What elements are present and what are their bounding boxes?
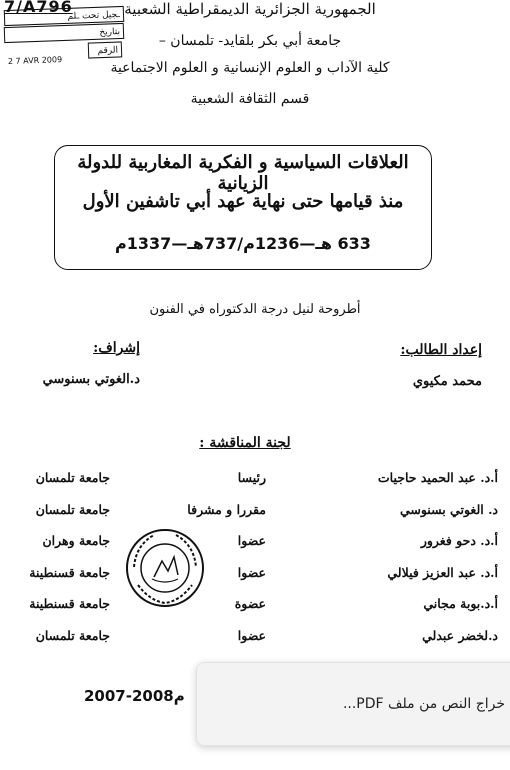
university-seal-icon [124, 527, 206, 609]
member-university: جامعة تلمسان [35, 502, 110, 517]
academic-year: 2007-2008م [84, 687, 185, 705]
header-faculty: كلية الآداب و العلوم الإنسانية و العلوم الاجتماعية [110, 60, 390, 76]
student-name: محمد مكيوي [412, 374, 482, 389]
stamp-date-label: بتاريخ [99, 27, 121, 38]
title-line: منذ قيامها حتى نهاية عهد أبي تاشفين الأول [82, 191, 404, 212]
member-university: جامعة تلمسان [35, 470, 110, 485]
student-label: إعداد الطالب: [400, 342, 482, 358]
committee-row [10, 628, 498, 652]
supervisor-label: إشراف: [93, 340, 140, 356]
committee-row [10, 502, 498, 526]
member-name: أ.د. دحو فغرور [420, 533, 498, 548]
member-name: أ.د. عبد العزيز فيلالي [387, 565, 498, 580]
member-role: عضوا [237, 628, 266, 643]
member-role: عضوا [237, 565, 266, 580]
member-university: جامعة تلمسان [35, 628, 110, 643]
title-box [54, 145, 432, 270]
committee-row [10, 596, 498, 620]
stamp-row: الرقم [88, 41, 123, 58]
supervisor-name: د.الغوتي بسنوسي [42, 372, 140, 387]
stamp-date: 2 7 AVR 2009 [7, 55, 63, 66]
stamp-row: ـجيل تحت ـلم [4, 6, 124, 26]
member-university: جامعة وهران [42, 533, 110, 548]
title-dates: 633 هـ—1236م/737هـ—1337م [115, 234, 371, 253]
toast-message: خراج النص من ملف PDF... [342, 696, 505, 712]
member-role: عضوة [234, 596, 266, 611]
stamp-number: 7/A796 [4, 0, 73, 16]
member-name: د. الغوتي بسنوسي [399, 502, 498, 517]
committee-row [10, 565, 498, 589]
thesis-statement: أطروحة لنيل درجة الدكتوراه في الفنون [149, 302, 361, 317]
member-name: أ.د.بوبة مجاني [423, 596, 498, 611]
header-university: جامعة أبي بكر بلقايد- تلمسان – [158, 33, 342, 49]
committee-title: لجنة المناقشة : [199, 435, 291, 451]
member-name: د.لخضر عبدلي [422, 628, 498, 643]
member-university: جامعة قسنطينة [29, 565, 110, 580]
member-university: جامعة قسنطينة [29, 596, 110, 611]
committee-row [10, 533, 498, 557]
header-department: قسم الثقافة الشعبية [190, 91, 310, 107]
member-role: رئيسا [237, 470, 266, 485]
committee-row [10, 470, 498, 494]
header-republic: الجمهورية الجزائرية الديمقراطية الشعبية [124, 0, 376, 18]
member-role: مقررا و مشرفا [187, 502, 266, 517]
pdf-extract-toast [196, 662, 510, 746]
title-line: العلاقات السياسية و الفكرية المغاربية للدولة الزيانية [77, 152, 409, 194]
member-name: أ.د. عبد الحميد حاجيات [377, 470, 498, 485]
member-role: عضوا [237, 533, 266, 548]
